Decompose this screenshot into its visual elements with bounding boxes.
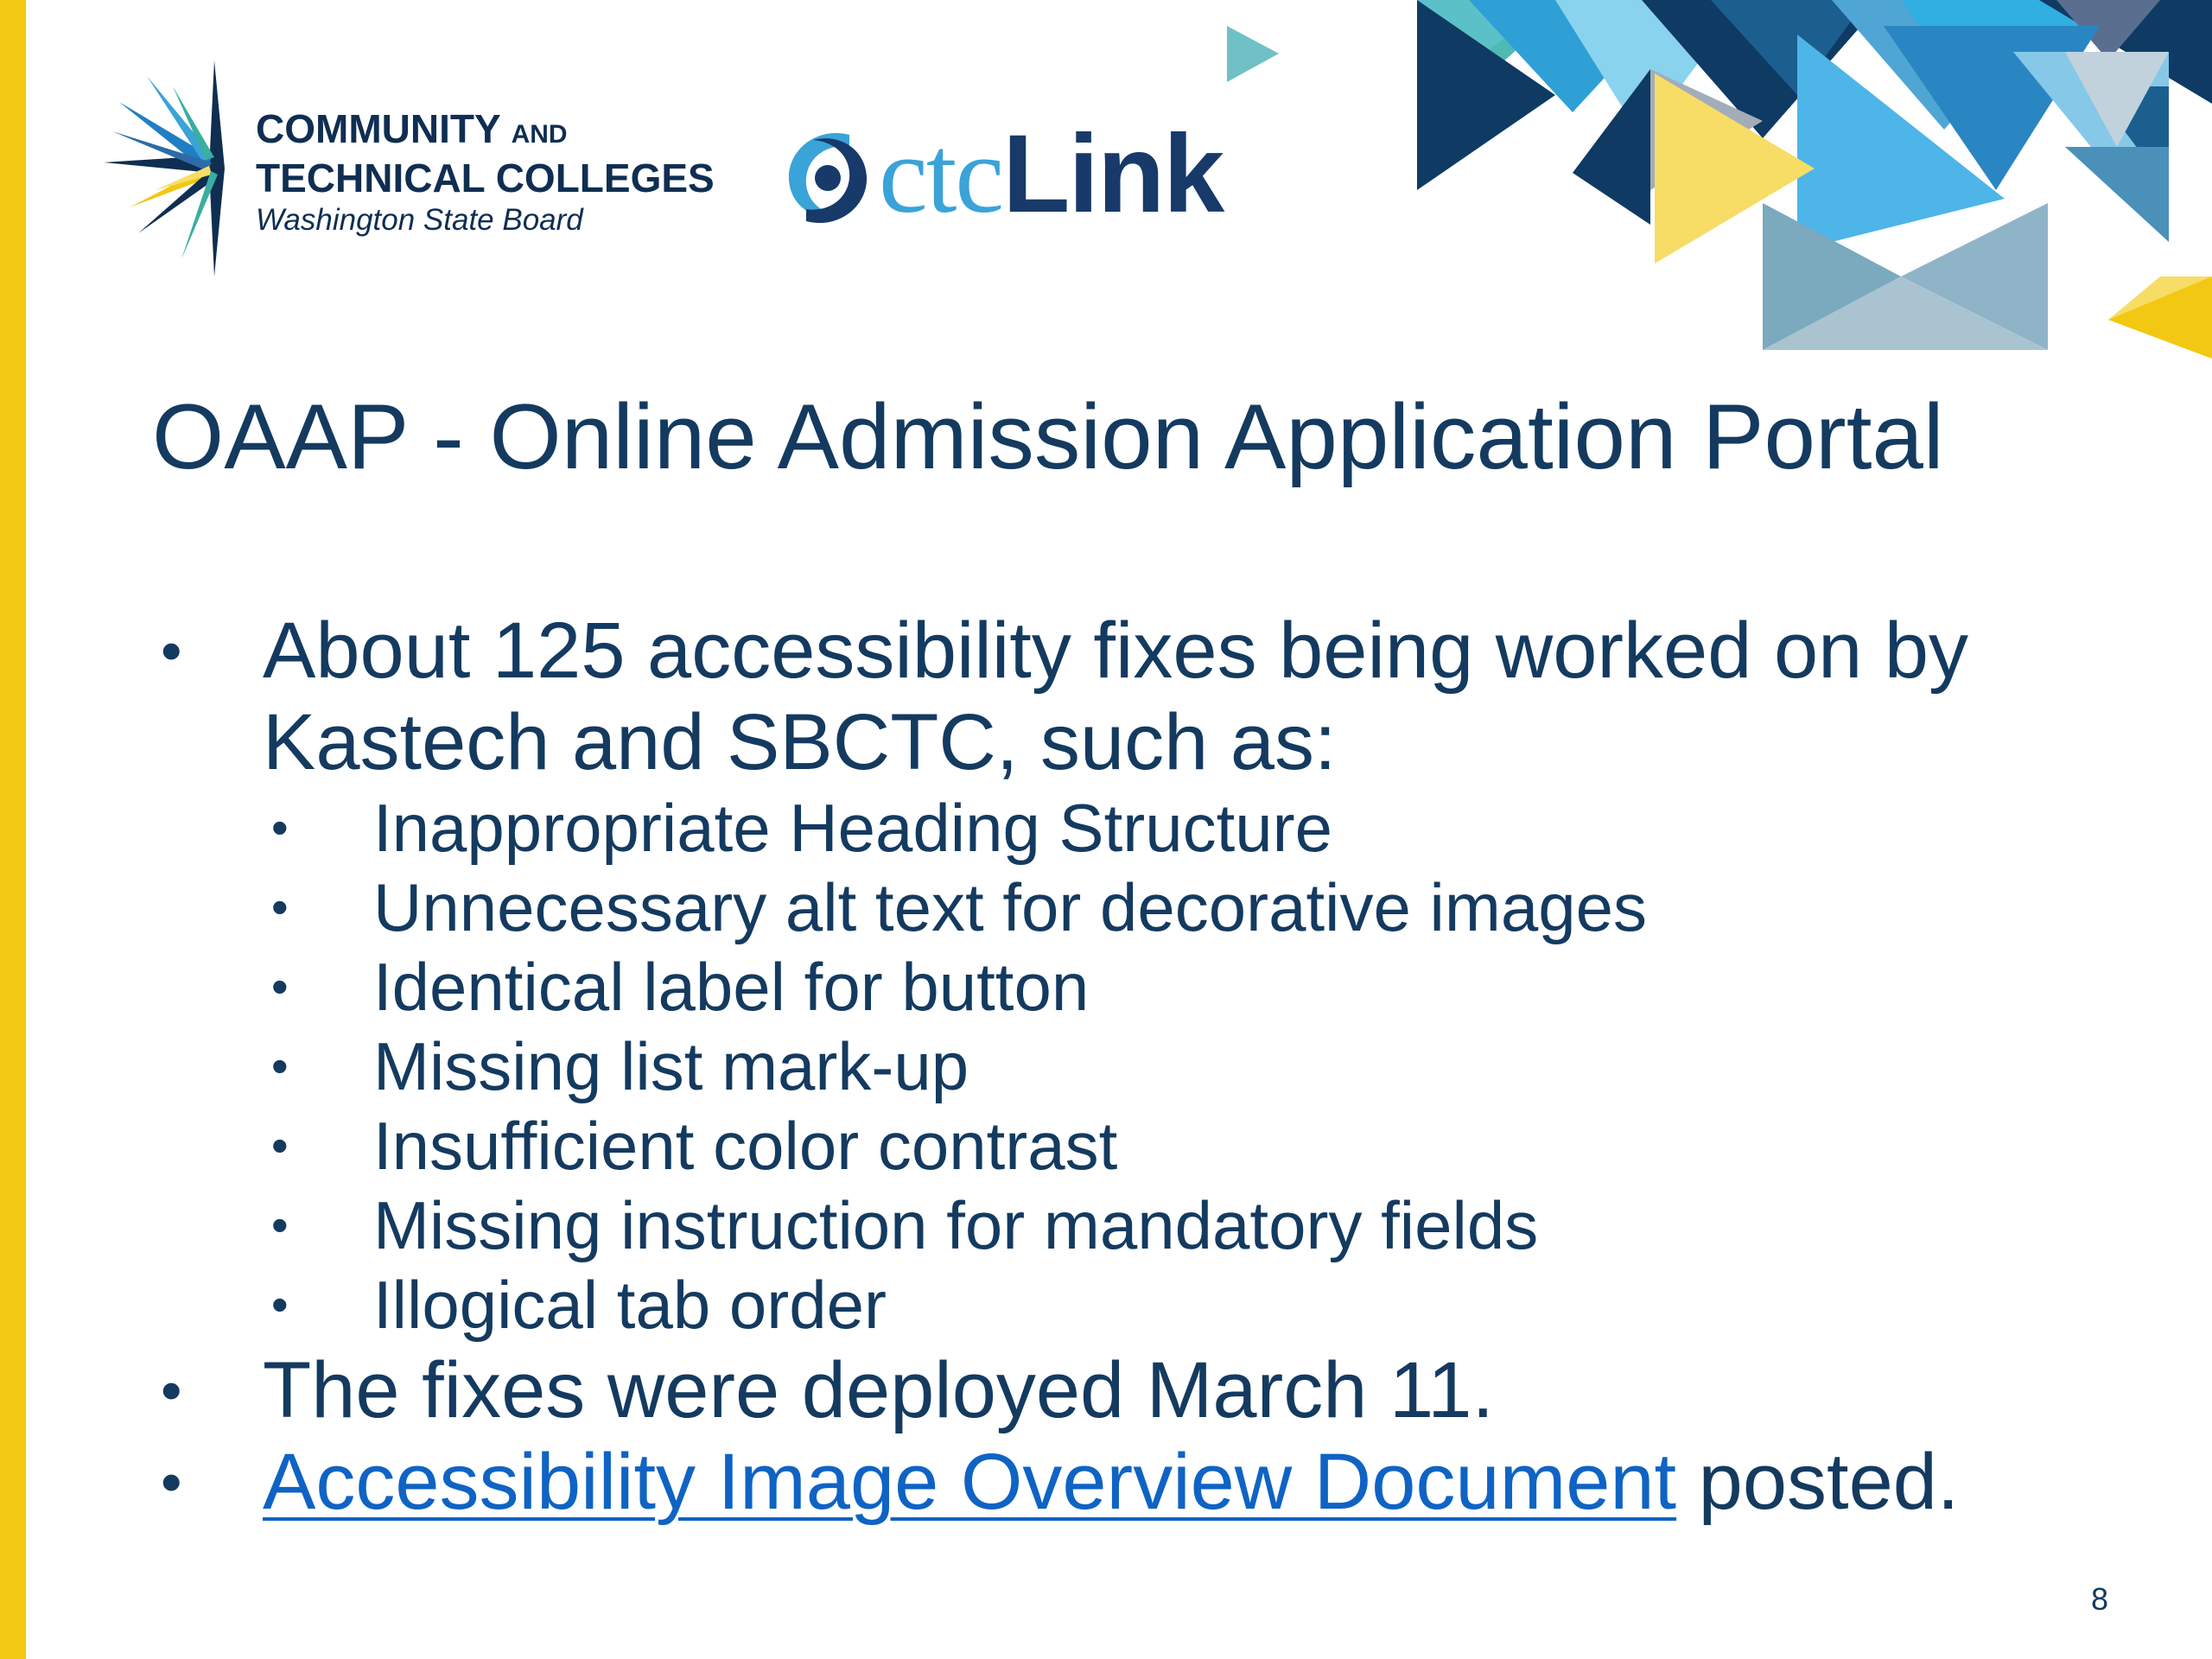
sub-bullet-item xyxy=(263,868,2139,947)
accessibility-document-link[interactable]: Accessibility Image Overview Document xyxy=(263,1438,1677,1526)
ctclink-swirl-icon xyxy=(782,126,874,230)
sub-bullet-item xyxy=(263,1106,2139,1185)
bullet-text: posted. xyxy=(1676,1438,1960,1526)
ctclink-logo xyxy=(782,112,1249,242)
sub-bullet-glyph: • xyxy=(271,800,289,855)
ctc-logo-line3: Washington State Board xyxy=(256,203,583,237)
sub-bullet-item xyxy=(263,947,2139,1027)
sub-bullet-text: Insufficient color contrast xyxy=(373,1108,1118,1184)
page-number: 8 xyxy=(2091,1581,2109,1617)
bullet-item-fixes xyxy=(152,605,2139,788)
ctc-logo-text xyxy=(256,107,715,241)
sub-bullet-glyph: • xyxy=(271,1118,289,1173)
sub-bullet-glyph: • xyxy=(271,880,289,934)
sub-bullet-text: Missing list mark-up xyxy=(373,1028,969,1104)
bullet-item-document xyxy=(152,1436,2139,1528)
ctclink-wordmark xyxy=(879,114,1223,235)
ctclink-wordmark-ctc: ctc xyxy=(879,113,1003,236)
sub-bullet-item xyxy=(263,1185,2139,1265)
bullet-glyph: • xyxy=(161,617,182,684)
ctclink-wordmark-link: Link xyxy=(1002,112,1224,236)
ctc-logo-line2: TECHNICAL COLLEGES xyxy=(256,156,715,200)
bullet-glyph: • xyxy=(161,1357,182,1424)
bullet-glyph: • xyxy=(161,1448,182,1516)
left-accent-bar xyxy=(0,0,26,1659)
bullet-text: The fixes were deployed March 11. xyxy=(263,1346,1495,1434)
sub-bullet-item xyxy=(263,788,2139,868)
ctc-logo-and: AND xyxy=(511,120,568,149)
sub-bullet-text: Missing instruction for mandatory fields xyxy=(373,1187,1539,1263)
bullet-text: About 125 accessibility fixes being worked on by Kastech and SBCTC, such as: xyxy=(263,607,1969,786)
sub-bullet-glyph: • xyxy=(271,959,289,1014)
bullet-list xyxy=(152,605,2139,1528)
sub-bullet-text: Unnecessary alt text for decorative images xyxy=(373,869,1648,945)
sub-bullet-glyph: • xyxy=(271,1198,289,1252)
sub-bullet-item xyxy=(263,1027,2139,1106)
ctc-star-icon xyxy=(104,60,233,276)
sub-bullet-glyph: • xyxy=(271,1277,289,1332)
sub-bullet-glyph: • xyxy=(271,1039,289,1093)
sub-bullet-text: Identical label for button xyxy=(373,949,1090,1025)
page-title: OAAP - Online Admission Application Portal xyxy=(152,385,1944,488)
bullet-item-deployed xyxy=(152,1344,2139,1436)
sub-bullet-item xyxy=(263,1265,2139,1344)
ctc-logo xyxy=(104,52,734,285)
sub-bullet-text: Inappropriate Heading Structure xyxy=(373,790,1333,866)
ctc-logo-line1: COMMUNITY xyxy=(256,106,500,151)
decorative-triangle-pattern xyxy=(1192,0,2212,372)
sub-bullet-text: Illogical tab order xyxy=(373,1267,887,1343)
